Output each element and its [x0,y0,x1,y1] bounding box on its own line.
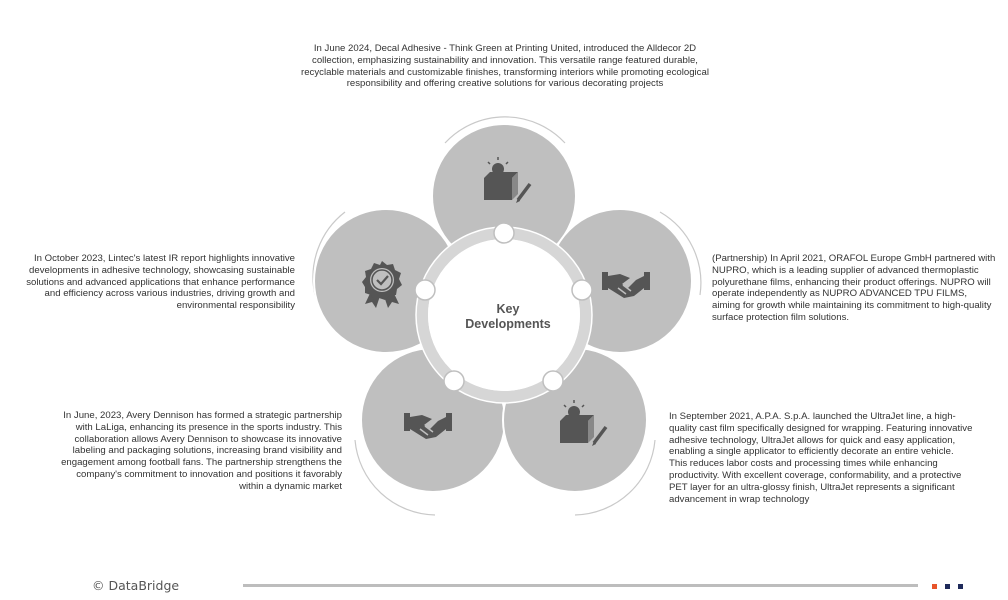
footer-square-navy [945,584,950,589]
footer-square-orange [932,584,937,589]
footer-square-navy [958,584,963,589]
development-text-left: In October 2023, Lintec's latest IR report highlights innovative developments in adhesive technology, showcasing sustainable solutions and advanced applications that enhance performance and efficiency across various industries, driving growth and environmental responsibility [26,253,295,312]
center-title-line2: Developments [465,317,551,331]
center-title [448,302,568,332]
development-text-top: In June 2024, Decal Adhesive - Think Green at Printing United, introduced the Alldecor 2D collection, emphasizing sustainability and innovation. This versatile range featured durable, recyclable materials and customizable finishes, transforming interiors while promoting ecological responsibility and offering creative solutions for various decorating projects [301,43,709,90]
connector-dot-bottom-left [444,371,464,391]
brand-footer: © DataBridge [92,578,180,593]
footer-divider [243,584,918,587]
connector-dot-left [415,280,435,300]
development-text-right: (Partnership) In April 2021, ORAFOL Europe GmbH partnered with NUPRO, which is a leading supplier of advanced thermoplastic polyurethane films, enhancing their product offerings. NUPRO will operate independently as NUPRO ADVANCED TPU FILMS, aiming for growth while maintaining its commitment to high-quality surface protection film solutions. [712,253,996,323]
connector-dot-bottom-right [543,371,563,391]
development-text-bottom-left: In June, 2023, Avery Dennison has formed a strategic partnership with LaLiga, enhancing its presence in the sports industry. This collaboration allows Avery Dennison to showcase its innovative labeling and packaging solutions, increasing brand visibility and engagement among football fans. The partnership strengthens the company's commitment to innovation and positions it favorably within a dynamic market [61,410,342,492]
center-title-line1: Key [496,302,520,316]
development-text-bottom-right: In September 2021, A.P.A. S.p.A. launched the UltraJet line, a high-quality cast film specifically designed for wrapping. Featuring innovative adhesive technology, UltraJet allows for quick and easy application, enabling a single applicator to efficiently decorate an entire vehicle. This reduces labor costs and processing times while enhancing productivity. With excellent coverage, conformability, and a protective PET layer for an ultra-glossy finish, UltraJet represents a significant advancement in wrap technology [669,411,973,505]
connector-dot-top [494,223,514,243]
connector-dot-right [572,280,592,300]
